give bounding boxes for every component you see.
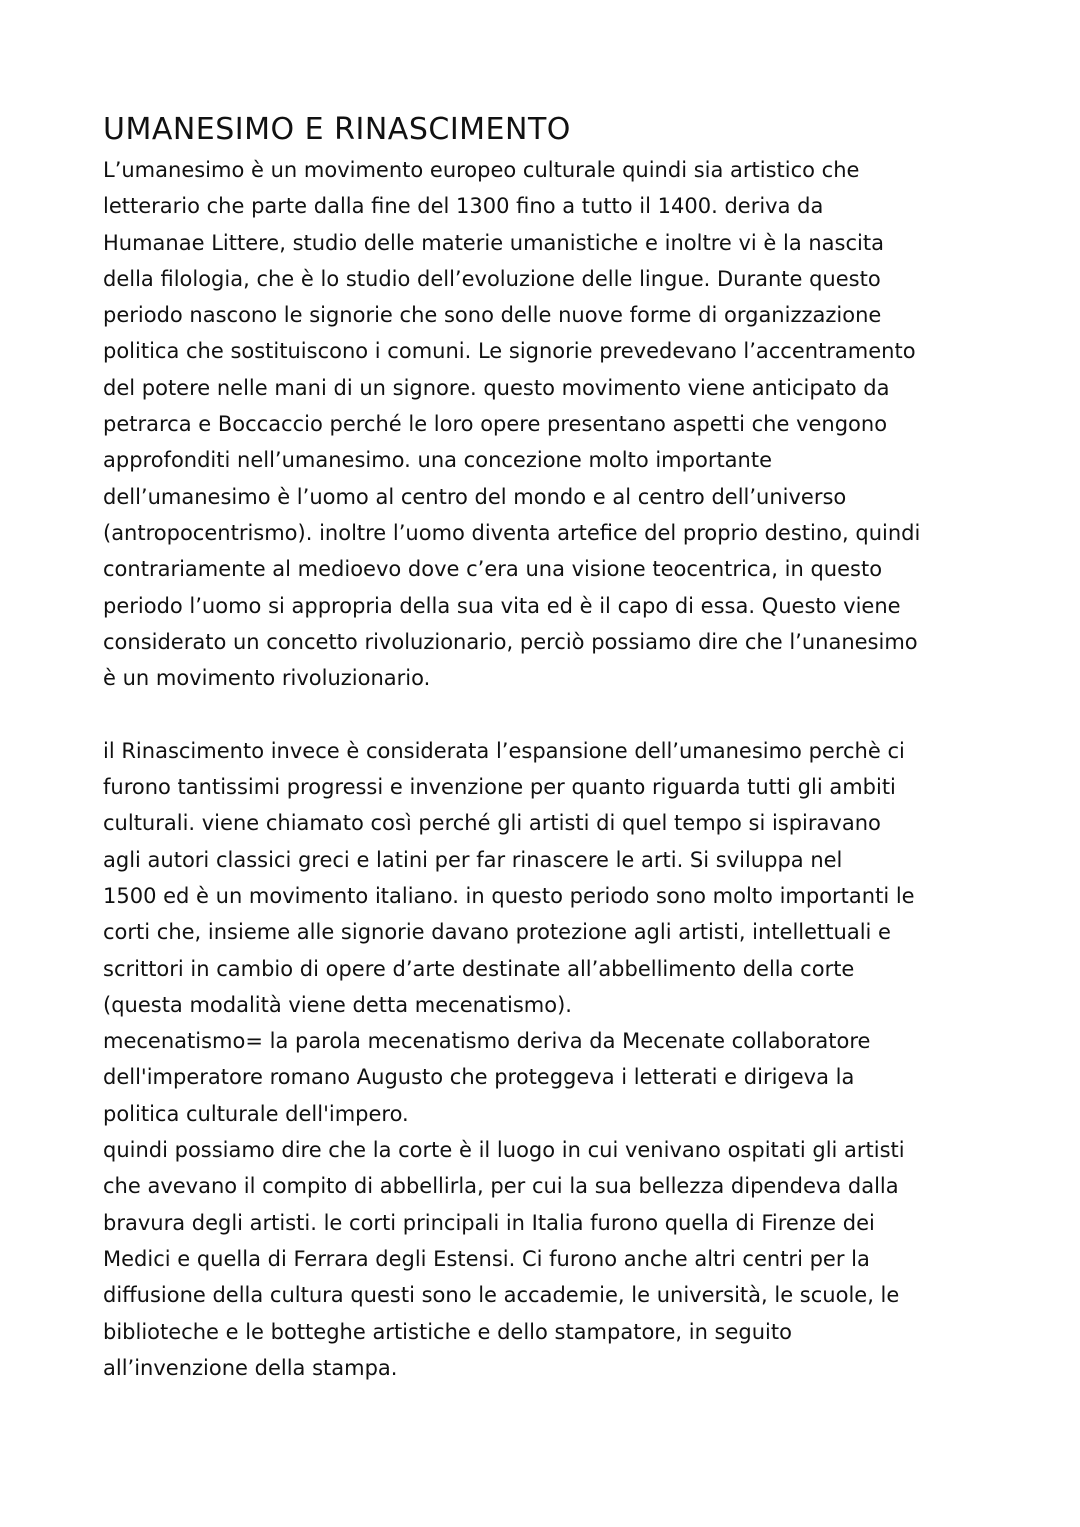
text-line: letterario che parte dalla fine del 1300 fino a tutto il 1400. deriva da [103, 194, 824, 219]
text-line: considerato un concetto rivoluzionario, perciò possiamo dire che l’unanesimo [103, 629, 918, 654]
text-line: periodo l’uomo si appropria della sua vita ed è il capo di essa. Questo viene [103, 593, 901, 618]
text-line: Medici e quella di Ferrara degli Estensi. Ci furono anche altri centri per la [103, 1246, 870, 1271]
text-line: è un movimento rivoluzionario. [103, 666, 431, 691]
text-line: culturali. viene chiamato così perché gli artisti di quel tempo si ispiravano [103, 811, 881, 836]
text-line: quindi possiamo dire che la corte è il luogo in cui venivano ospitati gli artisti [103, 1138, 905, 1163]
text-line: dell'imperatore romano Augusto che proteggeva i letterati e dirigeva la [103, 1065, 855, 1090]
paragraph-umanesimo [103, 152, 1003, 696]
text-line: contrariamente al medioevo dove c’era una visione teocentrica, in questo [103, 557, 883, 582]
text-line: che avevano il compito di abbellirla, per cui la sua bellezza dipendeva dalla [103, 1174, 899, 1199]
document-body [103, 112, 1003, 1386]
text-line: periodo nascono le signorie che sono delle nuove forme di organizzazione [103, 303, 882, 328]
text-line: corti che, insieme alle signorie davano protezione agli artisti, intellettuali e [103, 920, 891, 945]
text-line: petrarca e Boccaccio perché le loro opere presentano aspetti che vengono [103, 412, 888, 437]
text-line: mecenatismo= la parola mecenatismo deriva da Mecenate collaboratore [103, 1029, 871, 1054]
text-line: all’invenzione della stampa. [103, 1355, 398, 1380]
text-line: Humanae Littere, studio delle materie umanistiche e inoltre vi è la nascita [103, 230, 884, 255]
text-line: bravura degli artisti. le corti principali in Italia furono quella di Firenze dei [103, 1210, 875, 1235]
text-line: biblioteche e le botteghe artistiche e dello stampatore, in seguito [103, 1319, 792, 1344]
text-line: politica culturale dell'impero. [103, 1101, 409, 1126]
text-line: il Rinascimento invece è considerata l’espansione dell’umanesimo perchè ci [103, 738, 905, 763]
text-line: 1500 ed è un movimento italiano. in questo periodo sono molto importanti le [103, 883, 915, 908]
text-line: politica che sostituiscono i comuni. Le signorie prevedevano l’accentramento [103, 339, 916, 364]
text-line: L’umanesimo è un movimento europeo culturale quindi sia artistico che [103, 158, 860, 182]
paragraph-spacer [103, 696, 1003, 732]
text-line: approfonditi nell’umanesimo. una concezione molto importante [103, 448, 773, 473]
text-line: della filologia, che è lo studio dell’evoluzione delle lingue. Durante questo [103, 266, 881, 291]
text-line: del potere nelle mani di un signore. questo movimento viene anticipato da [103, 375, 890, 400]
document-title: UMANESIMO E RINASCIMENTO [103, 112, 571, 147]
text-line: furono tantissimi progressi e invenzione per quanto riguarda tutti gli ambiti [103, 775, 896, 800]
text-line: diffusione della cultura questi sono le accademie, le università, le scuole, le [103, 1283, 900, 1308]
text-line: (questa modalità viene detta mecenatismo). [103, 992, 572, 1017]
text-line: dell’umanesimo è l’uomo al centro del mondo e al centro dell’universo [103, 484, 847, 509]
text-line: scrittori in cambio di opere d’arte destinate all’abbellimento della corte [103, 956, 855, 981]
text-line: agli autori classici greci e latini per far rinascere le arti. Si sviluppa nel [103, 847, 843, 872]
text-line: (antropocentrismo). inoltre l’uomo diventa artefice del proprio destino, quindi [103, 520, 921, 545]
paragraph-rinascimento [103, 733, 1003, 1386]
